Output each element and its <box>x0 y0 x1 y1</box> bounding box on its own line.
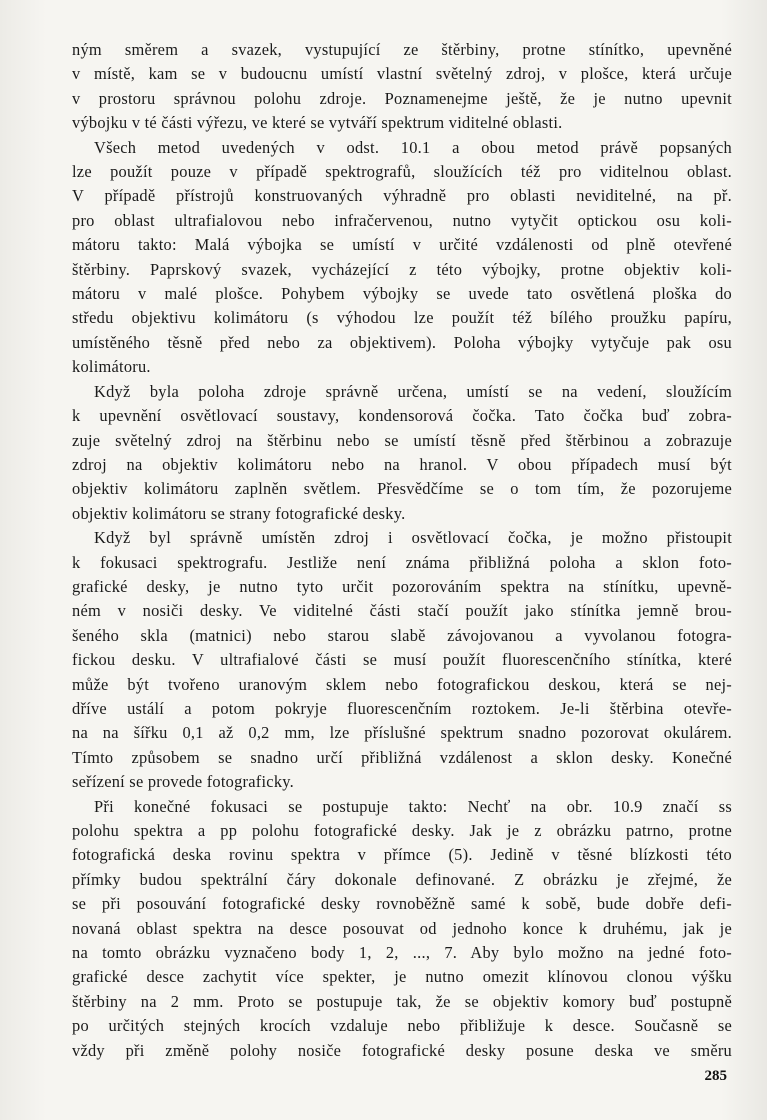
text-line: po určitých stejných krocích vzdaluje nebo přibližuje k desce. Současně se <box>72 1016 732 1036</box>
text-line: na na šířku 0,1 až 0,2 mm, lze příslušné spektrum snadno pozorovat okulárem. <box>72 723 732 743</box>
text-line: umístěného těsně před nebo za objektivem). Poloha výbojky vytyčuje pak osu <box>72 332 732 352</box>
text-line: grafické desce zachytit více spekter, je nutno omezit klínovou clonou výšku <box>72 967 732 987</box>
text-line: lze použít pouze v případě spektrografů, sloužících též pro viditelnou oblast. <box>72 162 732 182</box>
text-line: ným směrem a svazek, vystupující ze štěrbiny, protne stínítko, upevněné <box>72 40 732 59</box>
text-line: Při konečné fokusaci se postupuje takto: Nechť na obr. 10.9 značí ss <box>94 796 732 816</box>
text-line: objektiv kolimátoru zaplněn světlem. Přesvědčíme se o tom tím, že pozorujeme <box>72 479 732 499</box>
body-text <box>72 38 732 1063</box>
text-line: zuje světelný zdroj na štěrbinu nebo se umístí těsně před štěrbinou a zobrazuje <box>72 430 732 450</box>
paragraph-3 <box>72 380 732 526</box>
paragraph-2 <box>72 136 732 380</box>
text-line: Když byla poloha zdroje správně určena, umístí se na vedení, sloužícím <box>94 381 732 401</box>
text-line: štěrbiny na 2 mm. Proto se postupuje tak, že se objektiv komory buď postupně <box>72 991 732 1011</box>
text-line: grafické desky, je nutno tyto určit pozorováním spektra na stínítku, upevně- <box>72 576 732 596</box>
text-line: polohu spektra a pp polohu fotografické desky. Jak je z obrázku patrno, protne <box>72 821 732 840</box>
text-line: štěrbiny. Paprskový svazek, vycházející z této výbojky, protne objektiv koli- <box>72 259 732 279</box>
text-line: fickou desku. V ultrafialové části se musí použít fluorescenčního stínítka, které <box>72 650 732 670</box>
page-number: 285 <box>704 1068 727 1084</box>
paragraph-1 <box>72 38 732 136</box>
text-line: Když byl správně umístěn zdroj i osvětlovací čočka, je možno přistoupit <box>94 528 732 548</box>
text-line: V případě přístrojů konstruovaných výhradně pro oblasti neviditelné, na př. <box>72 186 732 206</box>
text-line: mátoru takto: Malá výbojka se umístí v určité vzdálenosti od plně otevřené <box>72 235 732 255</box>
text-line: k upevnění osvětlovací soustavy, kondensorová čočka. Tato čočka buď zobra- <box>72 406 732 426</box>
text-line: vždy při změně polohy nosiče fotografické desky posune deska ve směru <box>72 1040 732 1060</box>
text-line: přímky budou spektrální čáry dokonale definované. Z obrázku je zřejmé, že <box>72 869 732 889</box>
text-line: fotografická deska rovinu spektra v přímce (5). Jedině v těsné blízkosti této <box>72 845 732 865</box>
text-line: k fokusaci spektrografu. Jestliže není známa přibližná poloha a sklon foto- <box>72 552 732 572</box>
text-line: mátoru v malé plošce. Pohybem výbojky se uvede tato osvětlená ploška do <box>72 284 732 304</box>
text-line: šeného skla (matnici) nebo starou slabě závojovanou a vyvolanou fotogra- <box>72 625 732 645</box>
text-line: objektiv kolimátoru se strany fotografické desky. <box>72 503 406 523</box>
paragraph-5 <box>72 795 732 1063</box>
paragraph-4 <box>72 526 732 794</box>
text-line: ném v nosiči desky. Ve viditelné části stačí použít jako stínítka jemně brou- <box>72 601 732 621</box>
text-line: na tomto obrázku vyznačeno body 1, 2, ..., 7. Aby bylo možno na jedné foto- <box>72 943 732 963</box>
text-line: může být tvořeno uranovým sklem nebo fotografickou deskou, která se nej- <box>72 674 732 694</box>
text-line: dříve ustálí a potom pokryje fluorescenčním roztokem. Je-li štěrbina otevře- <box>72 698 732 718</box>
text-line: kolimátoru. <box>72 357 151 377</box>
text-line: v místě, kam se v budoucnu umístí vlastní světelný zdroj, v plošce, která určuje <box>72 64 732 84</box>
text-line: se při posouvání fotografické desky rovnoběžně samé k sobě, bude dobře defi- <box>72 894 732 914</box>
text-line: zdroj na objektiv kolimátoru nebo na hranol. V obou případech musí být <box>72 454 732 474</box>
text-line: výbojku v té části výřezu, ve které se vytváří spektrum viditelné oblasti. <box>72 113 563 133</box>
text-line: novaná oblast spektra na desce posouvat od jednoho konce k druhému, jak je <box>72 918 732 938</box>
text-line: středu objektivu kolimátoru (s výhodou lze použít též bílého proužku papíru, <box>72 308 732 328</box>
text-line: v prostoru správnou polohu zdroje. Poznamenejme ještě, že je nutno upevnit <box>72 88 732 108</box>
text-line: Všech metod uvedených v odst. 10.1 a obou metod právě popsaných <box>94 137 732 157</box>
text-line: Tímto způsobem se snadno určí přibližná vzdálenost a sklon desky. Konečné <box>72 747 732 767</box>
text-line: pro oblast ultrafialovou nebo infračervenou, nutno vytyčit optickou osu koli- <box>72 210 732 230</box>
text-line: seřízení se provede fotograficky. <box>72 772 294 792</box>
